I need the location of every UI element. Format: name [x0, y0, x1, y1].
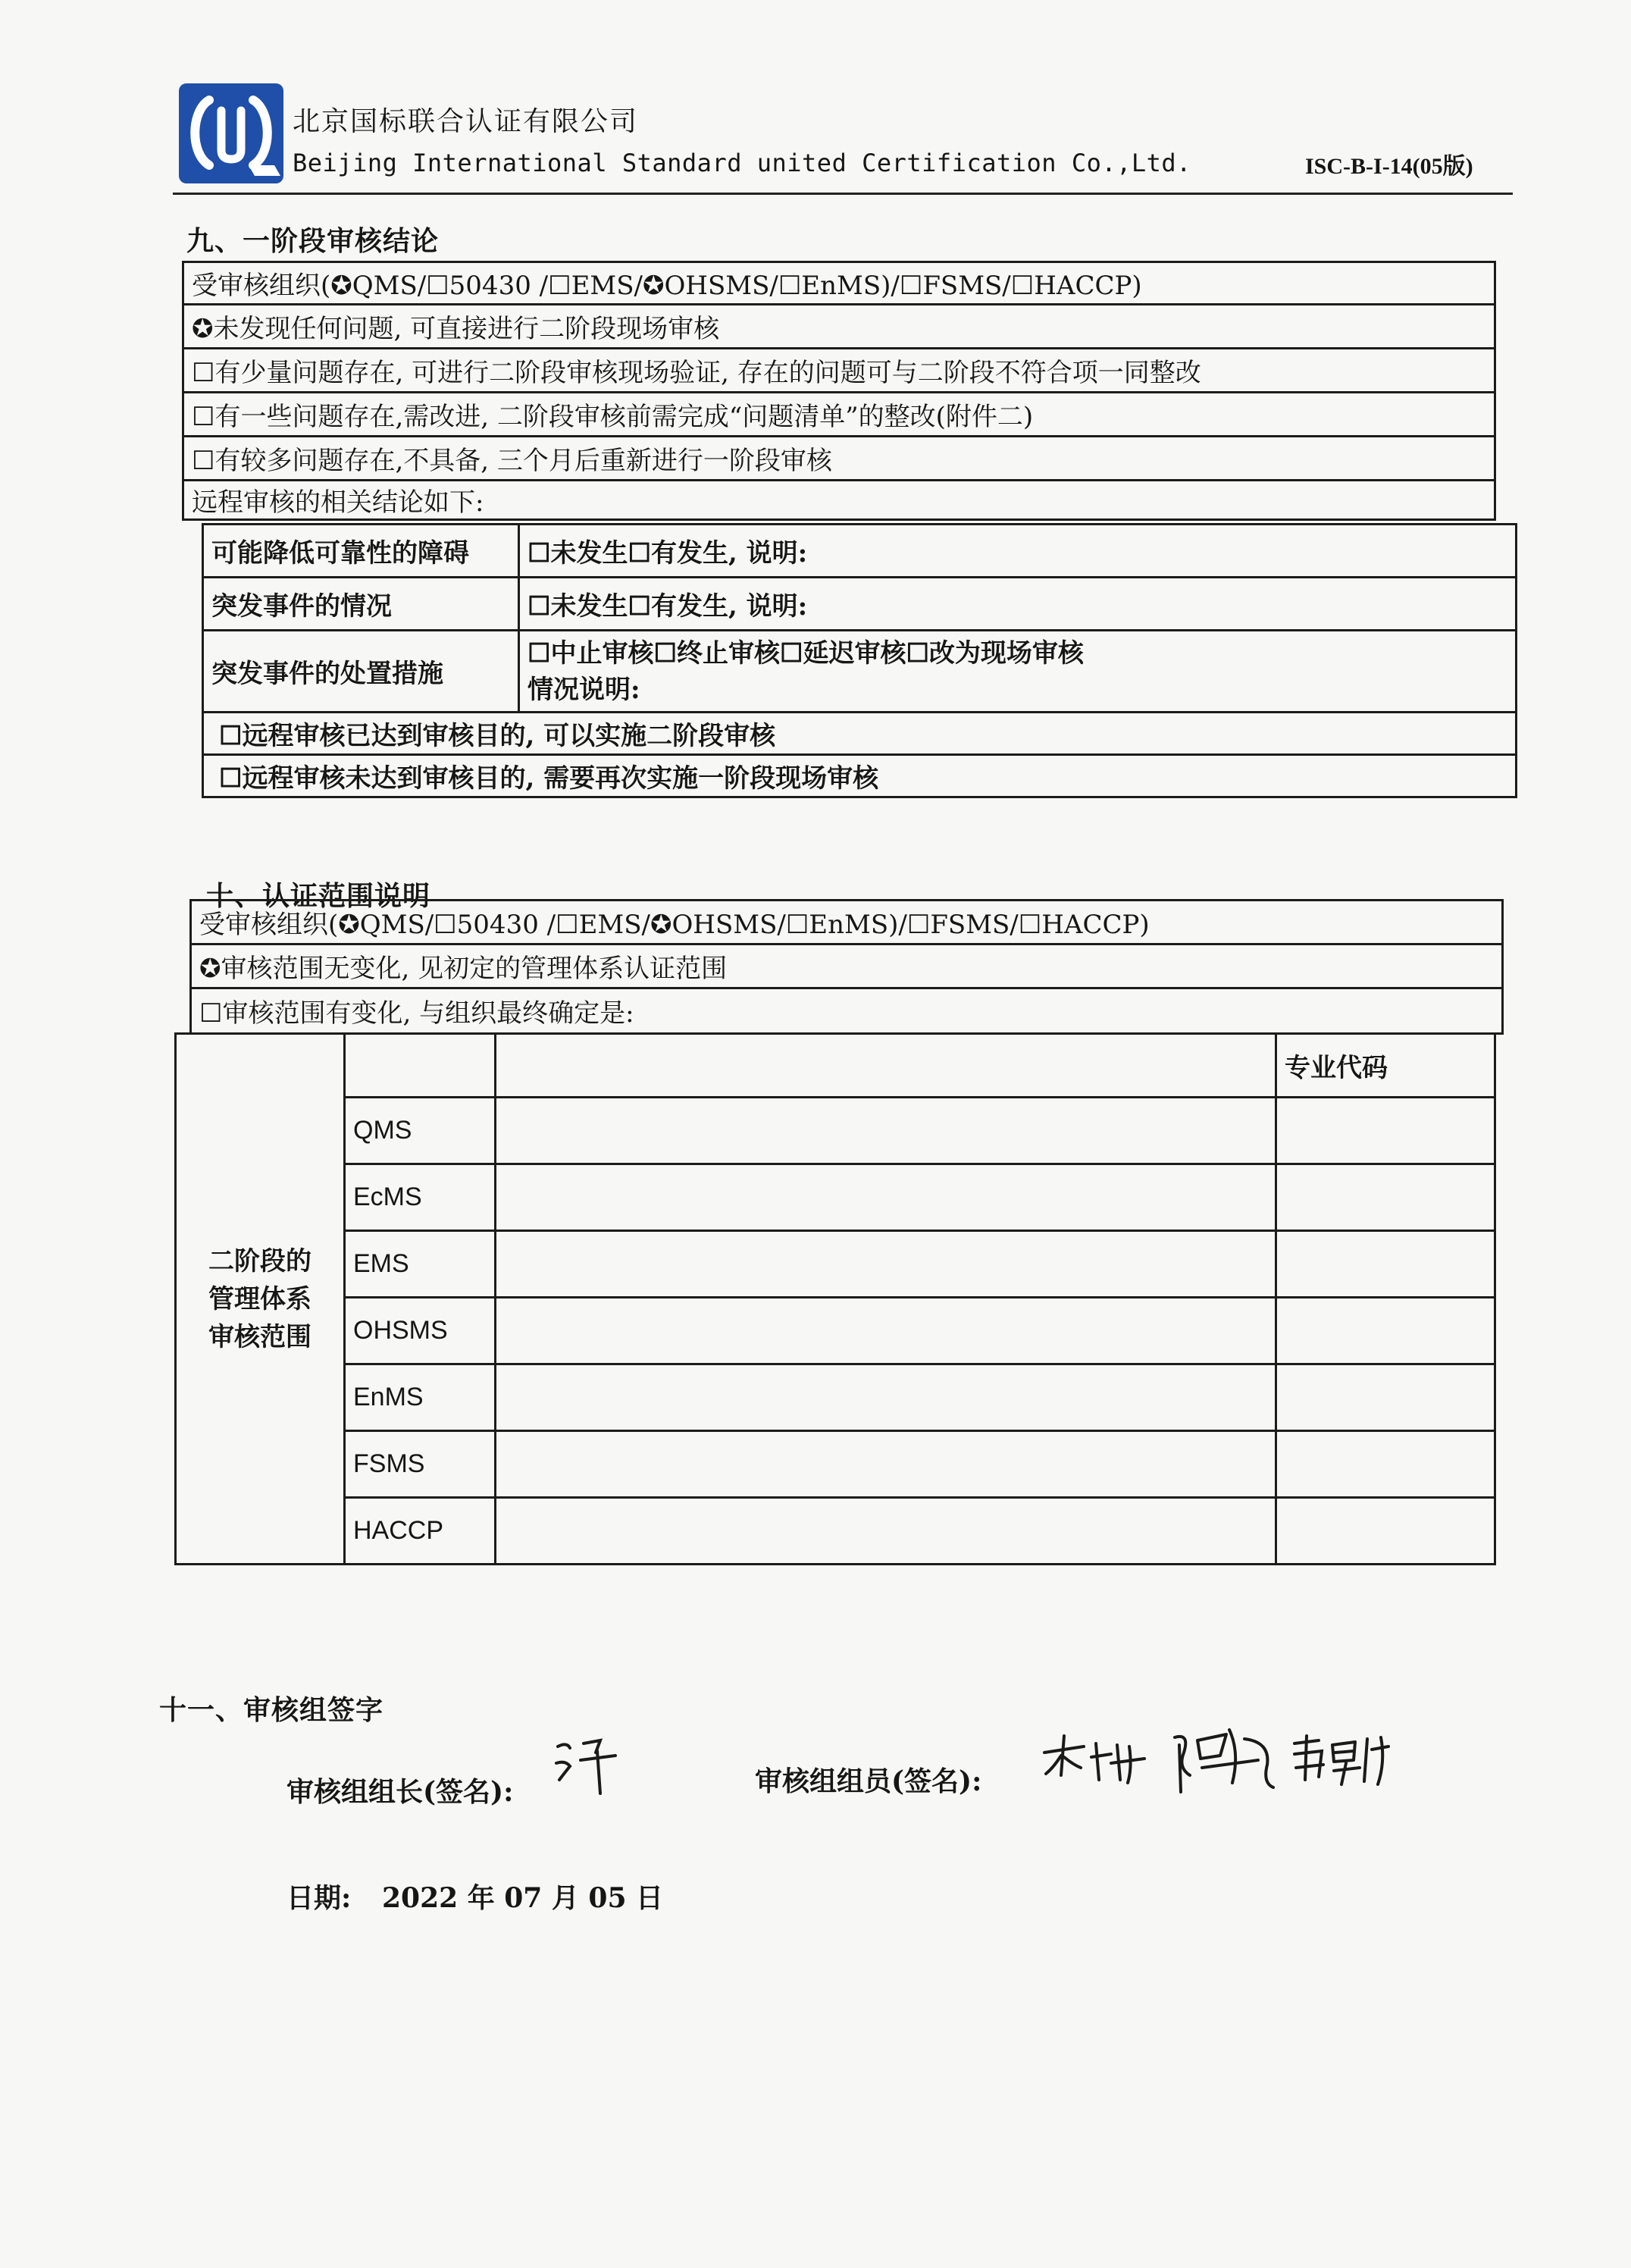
remote-audit-intro: 远程审核的相关结论如下:: [183, 481, 1495, 520]
stage2-scope-table: [174, 1032, 1496, 1565]
company-name-cn: 北京国标联合认证有限公司: [293, 106, 639, 137]
section11-heading: 十一、审核组签字: [159, 1694, 384, 1726]
table-row: [183, 349, 1495, 393]
scope-cell: [496, 1164, 1276, 1231]
date-label: 日期:: [286, 1882, 352, 1914]
table-row: [191, 988, 1503, 1034]
scope-cell: [496, 1231, 1276, 1298]
table-row: [183, 305, 1495, 349]
remote-row-value: [519, 631, 1517, 713]
remote-row-label: 突发事件的处置措施: [203, 631, 519, 713]
scope-cell: [496, 1298, 1276, 1364]
document-code: ISC-B-I-14(05版): [1305, 154, 1473, 179]
scope-cell: [496, 1098, 1276, 1164]
code-cell: [1276, 1231, 1495, 1298]
remote-conclusion-not-achieved: ☐远程审核未达到审核目的, 需要再次实施一阶段现场审核: [203, 755, 1517, 797]
header-divider: [173, 193, 1513, 195]
member3-signature-icon: [1288, 1731, 1395, 1787]
code-cell: [1276, 1364, 1495, 1431]
audited-org-systems: 受审核组织(✪QMS/☐50430 /☐EMS/✪OHSMS/☐EnMS)/☐FSMS/☐HACCP): [191, 901, 1503, 944]
date-value: 2022 年 07 月 05 日: [382, 1882, 664, 1914]
table-row: [176, 1164, 1495, 1231]
section9-heading: 九、一阶段审核结论: [186, 225, 440, 257]
remote-row-label: 可能降低可靠性的障碍: [203, 525, 519, 578]
table-row: [183, 481, 1495, 520]
system-ohsms: OHSMS: [345, 1298, 496, 1364]
option-scope-unchanged: ✪审核范围无变化, 见初定的管理体系认证范围: [191, 944, 1503, 988]
scope-header-cell: [496, 1034, 1276, 1098]
scope-cell: [496, 1364, 1276, 1431]
member-sign-label: 审核组组员(签名):: [755, 1765, 982, 1797]
company-logo-icon: [176, 80, 286, 186]
scope-label-line: 管理体系: [208, 1283, 311, 1314]
remote-audit-table: [202, 523, 1517, 798]
table-row: [203, 525, 1517, 578]
table-row: [183, 262, 1495, 305]
table-row: [176, 1498, 1495, 1565]
table-row: [183, 393, 1495, 437]
table-row: [191, 944, 1503, 988]
code-header: 专业代码: [1276, 1034, 1495, 1098]
remote-row-label: 突发事件的情况: [203, 578, 519, 631]
system-ecms: EcMS: [345, 1164, 496, 1231]
table-row: [203, 713, 1517, 755]
code-cell: [1276, 1164, 1495, 1231]
member2-signature-icon: [1167, 1722, 1281, 1798]
table-row: [176, 1431, 1495, 1498]
remote-row-value: ☐未发生☐有发生, 说明:: [519, 525, 1517, 578]
table-row: [176, 1034, 1495, 1098]
system-ems: EMS: [345, 1231, 496, 1298]
system-haccp: HACCP: [345, 1498, 496, 1565]
disposal-options: ☐中止审核☐终止审核☐延迟审核☐改为现场审核: [527, 637, 1084, 669]
member1-signature-icon: [1038, 1730, 1160, 1790]
scope-label-line: 审核范围: [208, 1321, 311, 1352]
option-many-issues: ☐有较多问题存在,不具备, 三个月后重新进行一阶段审核: [183, 437, 1495, 481]
code-cell: [1276, 1298, 1495, 1364]
section10-scope-table: [189, 899, 1504, 1035]
code-cell: [1276, 1098, 1495, 1164]
leader-sign-label: 审核组组长(签名):: [286, 1776, 514, 1808]
remote-conclusion-achieved: ☐远程审核已达到审核目的, 可以实施二阶段审核: [203, 713, 1517, 755]
stage2-scope-label: [176, 1034, 345, 1565]
system-fsms: FSMS: [345, 1431, 496, 1498]
table-row: [176, 1098, 1495, 1164]
leader-signature-icon: [550, 1730, 634, 1798]
scope-label-line: 二阶段的: [208, 1245, 311, 1277]
table-row: [203, 755, 1517, 797]
scope-cell: [496, 1431, 1276, 1498]
option-few-issues: ☐有少量问题存在, 可进行二阶段审核现场验证, 存在的问题可与二阶段不符合项一同整改: [183, 349, 1495, 393]
section9-conclusion-table: [182, 261, 1496, 521]
table-row: [183, 437, 1495, 481]
system-header-cell: [345, 1034, 496, 1098]
option-scope-changed: ☐审核范围有变化, 与组织最终确定是:: [191, 988, 1503, 1034]
option-no-issues: ✪未发现任何问题, 可直接进行二阶段现场审核: [183, 305, 1495, 349]
table-row: [176, 1364, 1495, 1431]
section10-heading: 十、认证范围说明: [206, 880, 431, 912]
company-name-en: Beijing International Standard united Certification Co.,Ltd.: [293, 149, 1191, 177]
code-cell: [1276, 1498, 1495, 1565]
table-row: [203, 578, 1517, 631]
system-qms: QMS: [345, 1098, 496, 1164]
code-cell: [1276, 1431, 1495, 1498]
audited-org-systems: 受审核组织(✪QMS/☐50430 /☐EMS/✪OHSMS/☐EnMS)/☐FSMS/☐HACCP): [183, 262, 1495, 305]
system-enms: EnMS: [345, 1364, 496, 1431]
option-some-issues: ☐有一些问题存在,需改进, 二阶段审核前需完成“问题清单”的整改(附件二): [183, 393, 1495, 437]
table-row: [176, 1298, 1495, 1364]
situation-note: 情况说明:: [527, 674, 640, 705]
table-row: [176, 1231, 1495, 1298]
scope-cell: [496, 1498, 1276, 1565]
table-row: [191, 901, 1503, 944]
remote-row-value: ☐未发生☐有发生, 说明:: [519, 578, 1517, 631]
table-row: [203, 631, 1517, 713]
